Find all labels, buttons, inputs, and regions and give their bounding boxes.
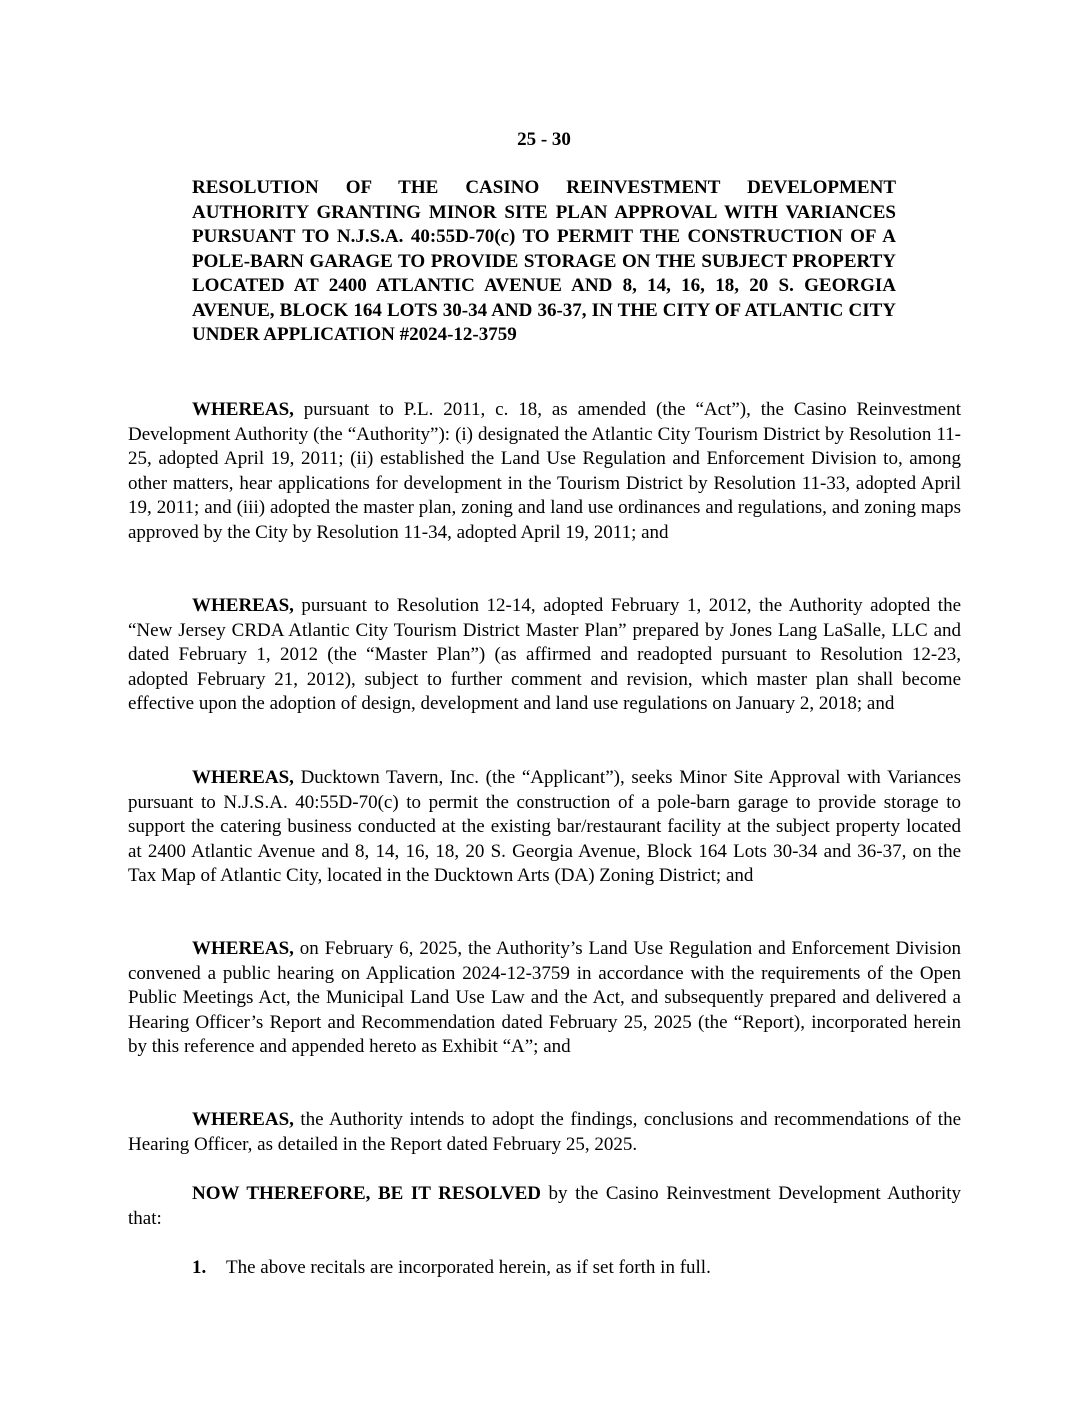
resolution-number: 25 - 30 xyxy=(517,129,571,150)
item-text: The above recitals are incorporated herein, as if set forth in full. xyxy=(226,1257,711,1278)
paragraph-text: by the Casino Reinvestment Development Authority that: xyxy=(128,1183,961,1229)
paragraph-lead: WHEREAS, xyxy=(192,595,294,616)
item-number: 1. xyxy=(192,1257,207,1278)
resolution-title: RESOLUTION OF THE CASINO REINVESTMENT DEVELOPMENT AUTHORITY GRANTING MINOR SITE PLAN APPROVAL WITH VARIANCES PURSUANT TO N.J.S.A. 40:55D-70(c) TO PERMIT THE CONSTRUCTION OF A POLE-BARN GARAGE TO PROVIDE STORAGE ON THE SUBJECT PROPERTY LOCATED AT 2400 ATLANTIC AVENUE AND 8, 14, 16, 18, 20 S. GEORGIA AVENUE, BLOCK 164 LOTS 30-34 AND 36-37, IN THE CITY OF ATLANTIC CITY UNDER APPLICATION #2024-12-3759 xyxy=(192,177,896,345)
numbered-item-1 xyxy=(192,1256,961,1281)
whereas-paragraph-4 xyxy=(128,937,961,1060)
resolved-paragraph xyxy=(128,1182,961,1231)
paragraph-text: pursuant to Resolution 12-14, adopted February 1, 2012, the Authority adopted the “New Jersey CRDA Atlantic City Tourism District Master Plan” prepared by Jones Lang LaSalle, LLC and dated February 1, 2012 (the “Master Plan”) (as affirmed and readopted pursuant to Resolution 12-23, adopted February 21, 2012), subject to further comment and revision, which master plan shall become effective upon the adoption of design, development and land use regulations on January 2, 2018; and xyxy=(128,595,961,714)
paragraph-lead: WHEREAS, xyxy=(192,1109,294,1130)
whereas-paragraph-5 xyxy=(128,1108,961,1157)
paragraph-text: pursuant to P.L. 2011, c. 18, as amended (the “Act”), the Casino Reinvestment Development Authority (the “Authority”): (i) designated the Atlantic City Tourism District by Resolution 11-25, adopted April 19, 2011; (ii) established the Land Use Regulation and Enforcement Division to, among other matters, hear applications for development in the Tourism District by Resolution 11-33, adopted April 19, 2011; and (iii) adopted the master plan, zoning and land use ordinances and regulations, and zoning maps approved by the City by Resolution 11-34, adopted April 19, 2011; and xyxy=(128,399,961,543)
paragraph-text: Ducktown Tavern, Inc. (the “Applicant”), seeks Minor Site Approval with Variances pursuant to N.J.S.A. 40:55D-70(c) to permit the construction of a pole-barn garage to provide storage to support the catering business conducted at the existing bar/restaurant facility at the subject property located at 2400 Atlantic Avenue and 8, 14, 16, 18, 20 S. Georgia Avenue, Block 164 Lots 30-34 and 36-37, on the Tax Map of Atlantic City, located in the Ducktown Arts (DA) Zoning District; and xyxy=(128,767,961,886)
paragraph-text: the Authority intends to adopt the findings, conclusions and recommendations of the Hearing Officer, as detailed in the Report dated February 25, 2025. xyxy=(128,1109,961,1155)
paragraph-text: on February 6, 2025, the Authority’s Land Use Regulation and Enforcement Division convened a public hearing on Application 2024-12-3759 in accordance with the requirements of the Open Public Meetings Act, the Municipal Land Use Law and the Act, and subsequently prepared and delivered a Hearing Officer’s Report and Recommendation dated February 25, 2025 (the “Report), incorporated herein by this reference and appended hereto as Exhibit “A”; and xyxy=(128,938,961,1057)
paragraph-lead: WHEREAS, xyxy=(192,938,294,959)
whereas-paragraph-3 xyxy=(128,766,961,889)
paragraph-lead: NOW THEREFORE, BE IT RESOLVED xyxy=(192,1183,541,1204)
whereas-paragraph-1 xyxy=(128,398,961,545)
whereas-paragraph-2 xyxy=(128,594,961,717)
paragraph-lead: WHEREAS, xyxy=(192,399,294,420)
paragraph-lead: WHEREAS, xyxy=(192,767,294,788)
